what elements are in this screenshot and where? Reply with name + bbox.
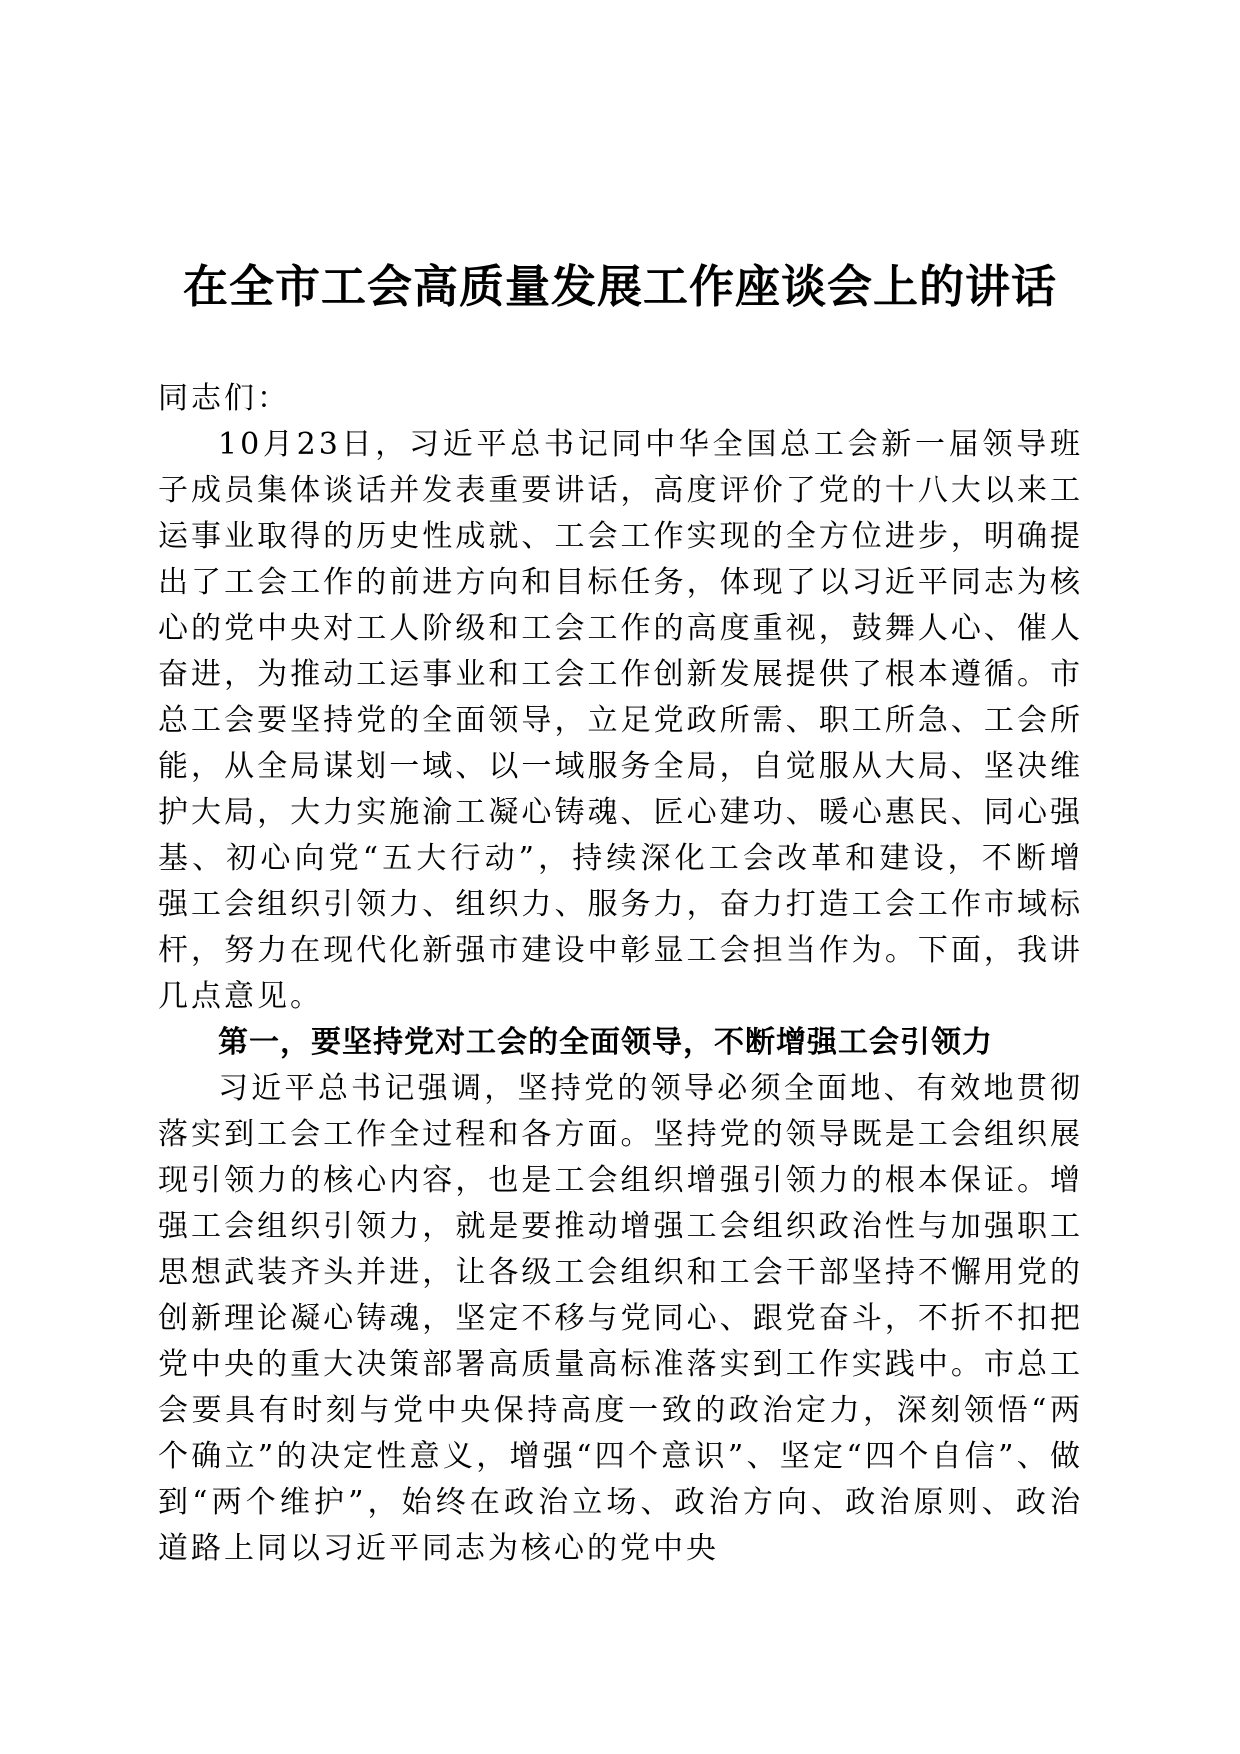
paragraph: 习近平总书记强调，坚持党的领导必须全面地、有效地贯彻落实到工会工作全过程和各方面。坚持党的领导既是工会组织展现引领力的核心内容，也是工会组织增强引领力的根本保证。增强工会组织引领力，就是要推动增强工会组织政治性与加强职工思想武装齐头并进，让各级工会组织和工会干部坚持不懈用党的创新理论凝心铸魂，坚定不移与党同心、跟党奋斗，不折不扣把党中央的重大决策部署高质量高标准落实到工作实践中。市总工会要具有时刻与党中央保持高度一致的政治定力，深刻领悟“两个确立”的决定性意义，增强“四个意识”、坚定“四个自信”、做到“两个维护”，始终在政治立场、政治方向、政治原则、政治道路上同以习近平同志为核心的党中央 [158,1071,1083,1566]
section-heading: 第一，要坚持党对工会的全面领导，不断增强工会引领力 [218,1025,993,1060]
paragraph: 10月23日，习近平总书记同中华全国总工会新一届领导班子成员集体谈话并发表重要讲话，高度评价了党的十八大以来工运事业取得的历史性成就、工会工作实现的全方位进步，明确提出了工会工作的前进方向和目标任务，体现了以习近平同志为核心的党中央对工人阶级和工会工作的高度重视，鼓舞人心、催人奋进，为推动工运事业和工会工作创新发展提供了根本遵循。市总工会要坚持党的全面领导，立足党政所需、职工所急、工会所能，从全局谋划一域、以一域服务全局，自觉服从大局、坚决维护大局，大力实施渝工凝心铸魂、匠心建功、暖心惠民、同心强基、初心向党“五大行动”，持续深化工会改革和建设，不断增强工会组织引领力、组织力、服务力，奋力打造工会工作市域标杆，努力在现代化新强市建设中彰显工会担当作为。下面，我讲几点意见。 [158,427,1083,1014]
document-title: 在全市工会高质量发展工作座谈会上的讲话 [182,260,1057,313]
salutation: 同志们： [158,381,290,416]
document-body [158,376,1083,1572]
